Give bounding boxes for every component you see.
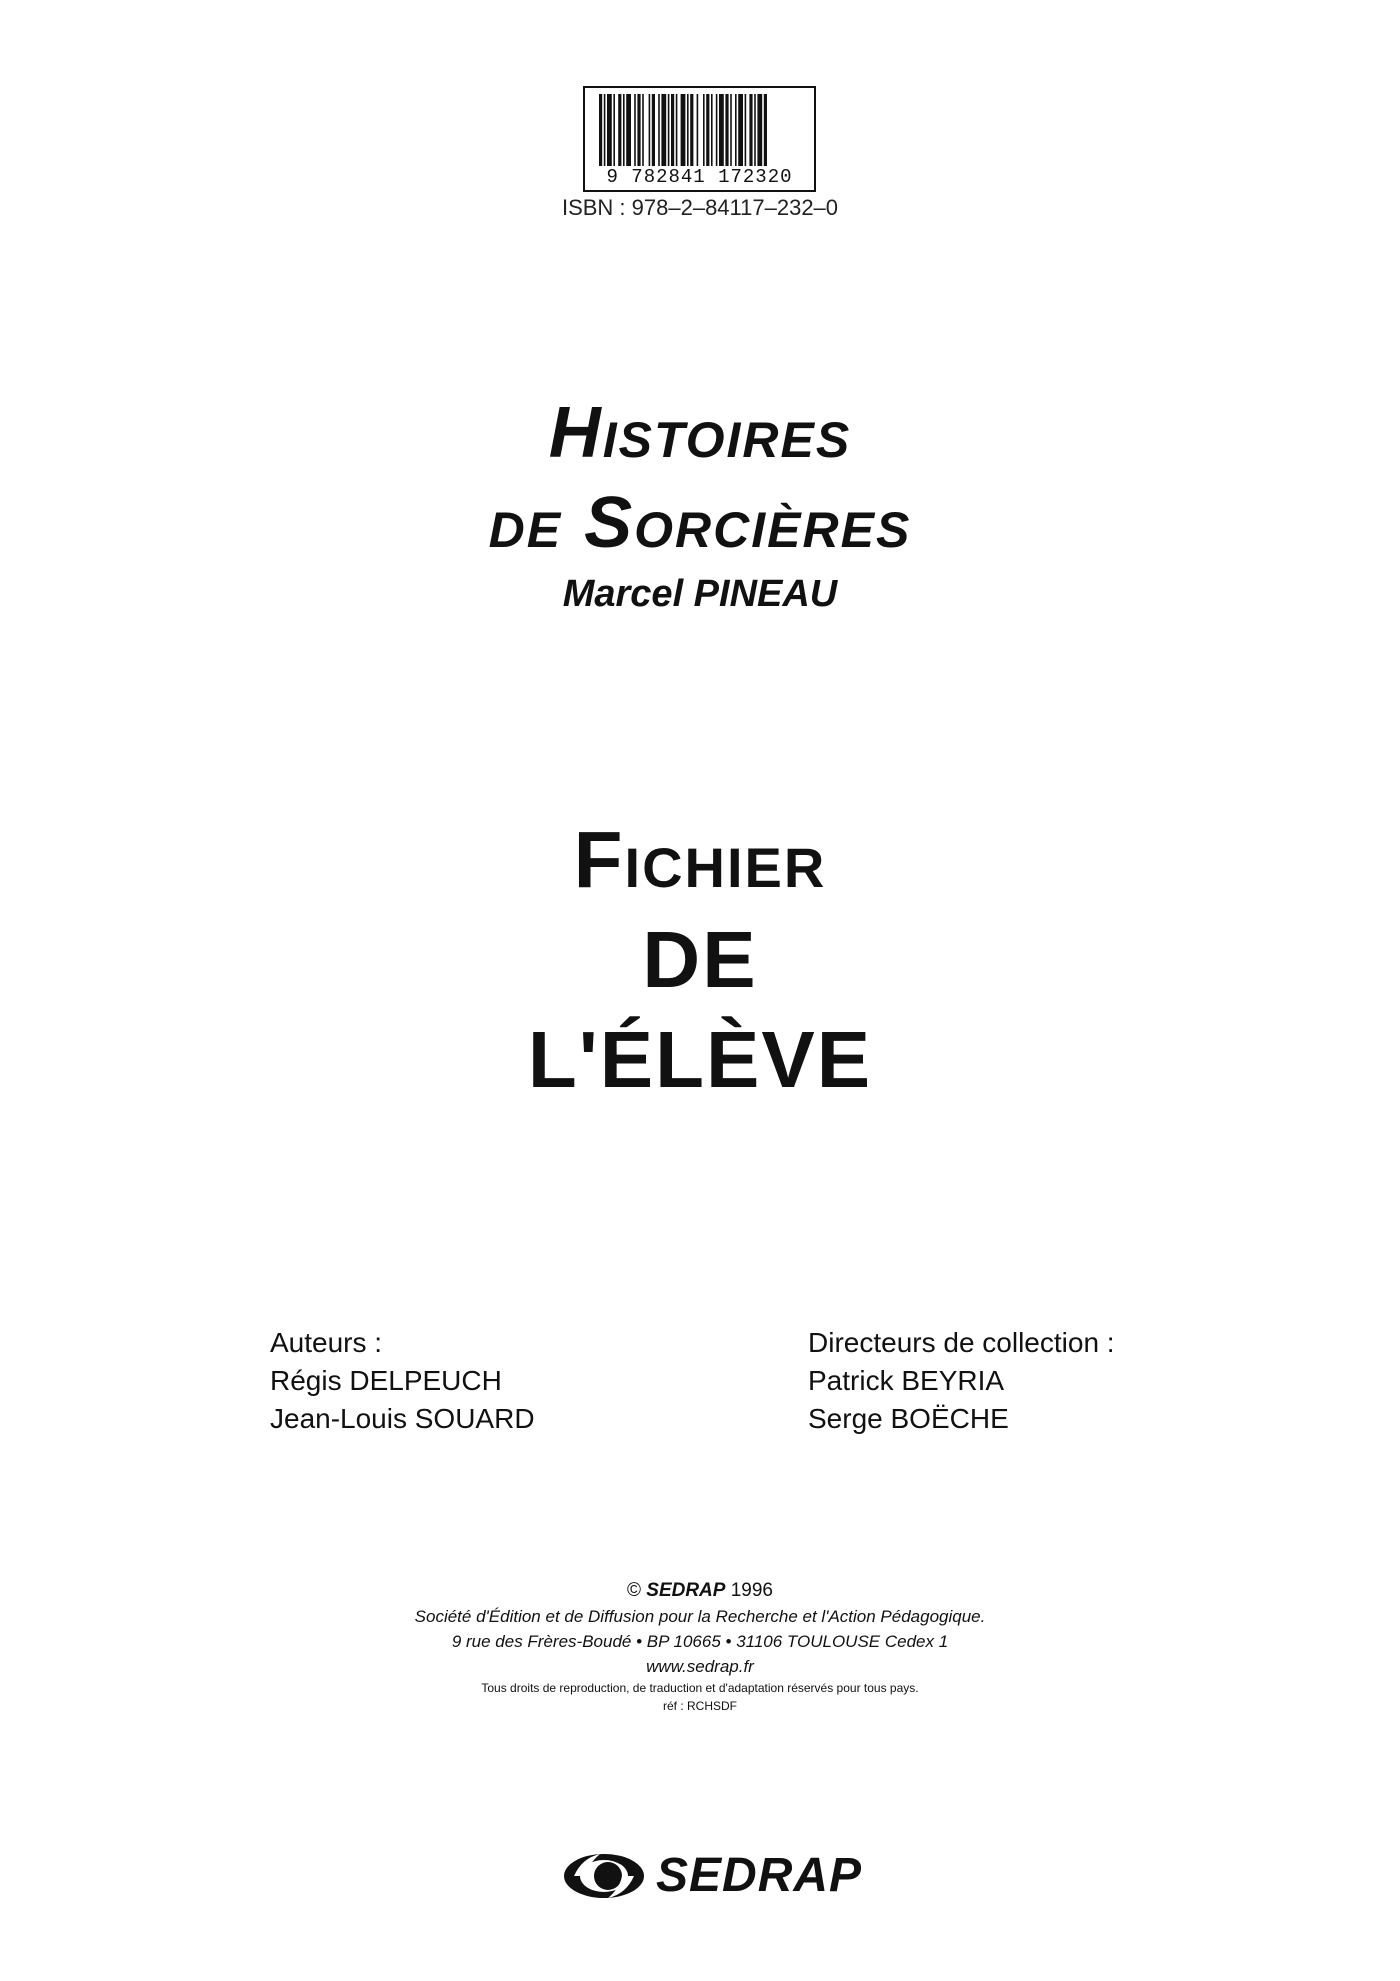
publisher-info	[0, 1578, 1400, 1715]
author-name: Régis DELPEUCH	[270, 1365, 502, 1396]
book-title	[0, 388, 1400, 568]
director-name: Patrick BEYRIA	[808, 1365, 1005, 1396]
book-title-line-2: de Sorcières	[488, 483, 912, 563]
document-type-line-3: L'ÉLÈVE	[527, 1015, 873, 1104]
reference-code: réf : RCHSDF	[662, 1699, 737, 1713]
isbn-barcode	[583, 86, 816, 192]
directors-block	[808, 1324, 1115, 1438]
authors-block	[270, 1324, 535, 1438]
director-name: Serge BOËCHE	[808, 1403, 1009, 1434]
document-type-line-2: DE	[642, 915, 758, 1004]
publisher-full-name: Société d'Édition et de Diffusion pour la Recherche et l'Action Pédagogique.	[414, 1607, 986, 1626]
sedrap-logo-icon	[560, 1850, 648, 1902]
document-type-line-1: Fichier	[573, 815, 827, 904]
sedrap-logo	[560, 1846, 863, 1906]
author-name: Jean-Louis SOUARD	[270, 1403, 535, 1434]
document-type-heading	[0, 810, 1400, 1110]
authors-label: Auteurs :	[270, 1327, 383, 1358]
publisher-address: 9 rue des Frères-Boudé • BP 10665 • 31106 TOULOUSE Cedex 1	[451, 1632, 949, 1651]
copyright-year: 1996	[730, 1580, 774, 1601]
publisher-brand: SEDRAP	[646, 1580, 726, 1601]
directors-label: Directeurs de collection :	[808, 1327, 1115, 1358]
rights-notice: Tous droits de reproduction, de traduction et d'adaptation réservés pour tous pays.	[481, 1681, 919, 1695]
copyright-symbol: ©	[626, 1580, 641, 1601]
sedrap-logo-text: SEDRAP	[656, 1849, 863, 1902]
book-author: Marcel PINEAU	[562, 573, 838, 615]
book-title-line-1: Histoires	[548, 393, 852, 473]
isbn-label: ISBN : 978–2–84117–232–0	[561, 195, 839, 220]
barcode-bars	[591, 94, 808, 166]
copyright-line	[0, 1578, 1400, 1604]
barcode-digits: 9 782841 172320	[606, 166, 793, 188]
publisher-website[interactable]: www.sedrap.fr	[646, 1657, 754, 1676]
